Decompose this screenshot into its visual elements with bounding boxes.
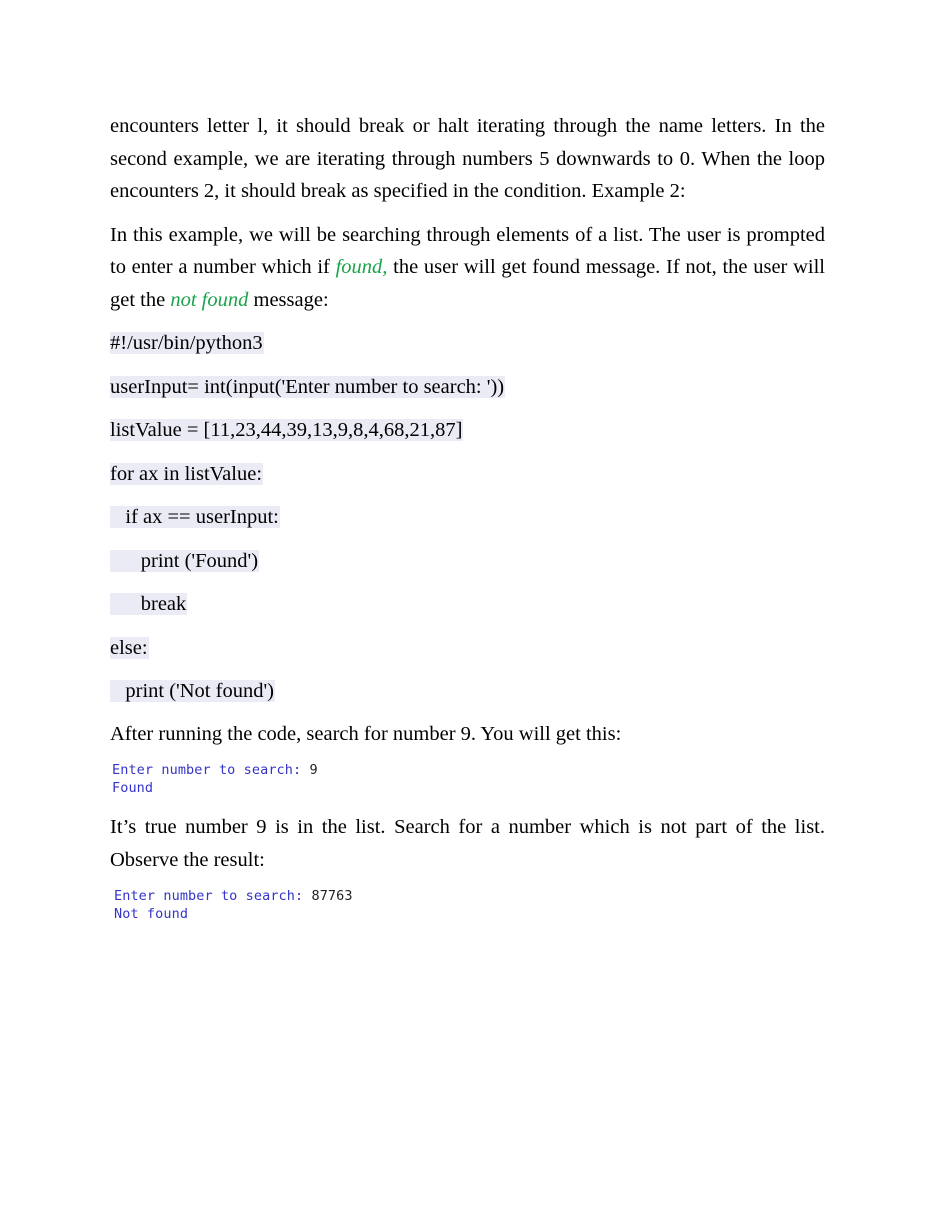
not-found-emphasis: not found xyxy=(170,288,249,311)
text-segment: In this example, we will be searching through elements of a list. The user is prompted to enter a number which if xyxy=(110,223,825,278)
text-segment: message: xyxy=(248,288,329,311)
paragraph-run-instruction: After running the code, search for number 9. You will get this: xyxy=(110,722,622,745)
code-line xyxy=(110,414,825,458)
code-line xyxy=(110,545,825,589)
code-text: if ax == userInput: xyxy=(110,506,280,528)
code-text: break xyxy=(110,593,187,615)
console-output-not-found xyxy=(114,887,825,923)
document-page xyxy=(110,110,825,937)
console-result: Found xyxy=(112,780,154,796)
console-input: 87763 xyxy=(311,888,353,904)
code-line xyxy=(110,632,825,676)
code-line xyxy=(110,588,825,632)
paragraph-intro: encounters letter l, it should break or halt iterating through the name letters. In the second example, we are iterating through numbers 5 downwards to 0. When the loop encounters 2, it should break as specified in the condition. Example 2: xyxy=(110,115,825,202)
code-text: else: xyxy=(110,636,148,659)
code-line xyxy=(110,458,825,502)
code-text: #!/usr/bin/python3 xyxy=(110,332,263,354)
paragraph-observe: It’s true number 9 is in the list. Search for a number which is not part of the list. Observe the result: xyxy=(110,816,825,871)
code-text: print ('Not found') xyxy=(110,680,275,702)
code-line xyxy=(110,675,825,719)
console-prompt: Enter number to search: xyxy=(112,762,310,778)
code-line xyxy=(110,501,825,545)
console-input: 9 xyxy=(309,762,318,778)
paragraph-example-description xyxy=(110,219,825,317)
code-block xyxy=(110,327,825,719)
code-text: for ax in listValue: xyxy=(110,462,263,485)
code-text: userInput= int(input('Enter number to search: ')) xyxy=(110,375,505,398)
text-segment: the user will get found message. If not, the user will get the xyxy=(110,256,825,311)
found-emphasis: found, xyxy=(335,256,388,278)
code-text: print ('Found') xyxy=(110,550,259,572)
code-line xyxy=(110,327,825,371)
code-line xyxy=(110,371,825,415)
console-prompt: Enter number to search: xyxy=(114,888,312,904)
code-text: listValue = [11,23,44,39,13,9,8,4,68,21,87] xyxy=(110,419,463,441)
console-result: Not found xyxy=(114,906,189,922)
console-output-found xyxy=(112,761,825,797)
